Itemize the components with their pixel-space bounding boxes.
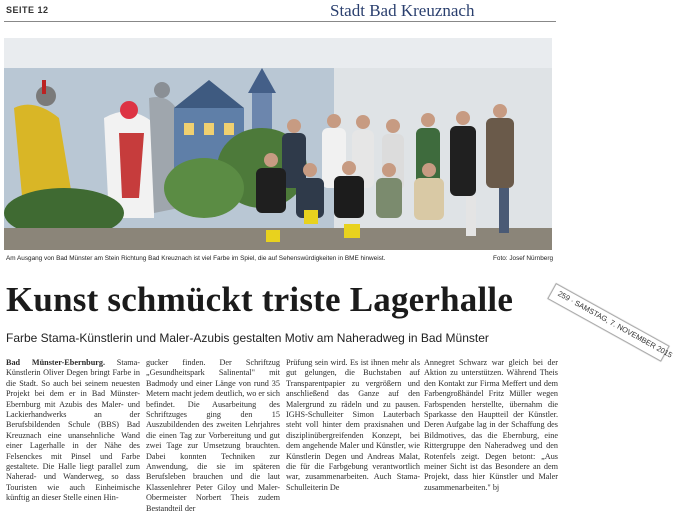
photo-credit: Foto: Josef Nürnberg [493,255,554,262]
article-column-1 [6,358,140,504]
column-2-text: gucker finden. Der Schriftzug „Gesundheitspark Salinental" mit Badmody und einer Länge von rund 35 Metern macht jedem deutlich, wo er sich befindet. Die Ausarbeitung des Schriftzuges ging den 15 Auszubildenden des zweiten Lehrjahres die einen Tag zur Vorbereitung und gut zwei Tage zur Umsetzung brauchten. Dabei konnten Techniken zur Anwendung, die sie im späteren Berufsleben brauchen und die laut Klassenlehrer Peter Giloy und Maler-Obermeister Norbert Theis zudem Bestandteil der [146,358,280,513]
section-title: Stadt Bad Kreuznach [330,1,475,20]
article-photo [4,38,552,250]
article-subheadline: Farbe Stama-Künstlerin und Maler-Azubis gestalten Motiv am Naheradweg in Bad Münster [6,331,489,345]
article-column-4 [424,358,558,504]
column-4-text: Annegret Schwarz war gleich bei der Aktion zu unterstützen. Während Theis den Kontakt zur Firma Meffert und dem Farbengroßhändel Fritz Müller wegen Farbspenden herstellte, übernahm die Sparkasse den Hauptteil der Künstler. Deren Aufgabe lag in der Schaffung des Bildmotives, das die Ebernburg, eine Rittergruppe den Naheradweg und den Rotenfels zeigt. Degen betont: „Aus meiner Sicht ist das Besondere an dem Projekt, dass hier Künstler und Maler zusammenarbeiten." bj [424,358,558,492]
mural-photo-illustration [4,38,552,250]
article-column-2 [146,358,280,513]
photo-caption: Am Ausgang von Bad Münster am Stein Richtung Bad Kreuznach ist viel Farbe im Spiel, die auf Sehenswürdigkeiten in BME hinweist. [6,255,386,262]
date-strip-text: 259 · SAMSTAG, 7. NOVEMBER 2015 [556,289,674,360]
article-column-3 [286,358,420,504]
column-3-text: Prüfung sein wird. Es ist ihnen mehr als gut gelungen, die Buchstaben auf Transparentpapier zu vergrößern und anschließend das Ganze auf den Malergrund zu rädeln und zu pausen. IGHS-Schulleiter Simon Lauterbach steht voll hinter dem praxisnahen und disziplinübergreifenden Konzept, bei dem angehende Maler und Künstler, wie Künstlerin Degen und Andreas Malat, die für die Farbgebung verantwortlich war, zusammenarbeiten. Auch Stama-Schulleiterin De [286,358,420,492]
article-headline: Kunst schmückt triste Lagerhalle [6,280,514,319]
header-rule [4,21,556,22]
date-strip [547,283,674,362]
article-dateline: Bad Münster-Ebernburg. [6,358,106,367]
page-number: SEITE 12 [6,5,49,15]
column-1-text: Stama-Künstlerin Oliver Degen bringt Farbe in die Stadt. So auch bei seinem neuesten Projekt bei dem er in Bad Münster-Ebernburg mit Azubis des Maler- und Lackierhandwerks an der Berufsbildenden Schule (BBS) Bad Kreuznach eine unansehnliche Wand einer Lagerhalle in der Nähe des Felsenckes mit Pinsel und Farbe gestaltete. Die Halle liegt parallel zum Naherad- und Wanderweg, so dass Touristen wie auch Einheimische künftig an dieser Stelle einen Hin- [6,358,140,503]
